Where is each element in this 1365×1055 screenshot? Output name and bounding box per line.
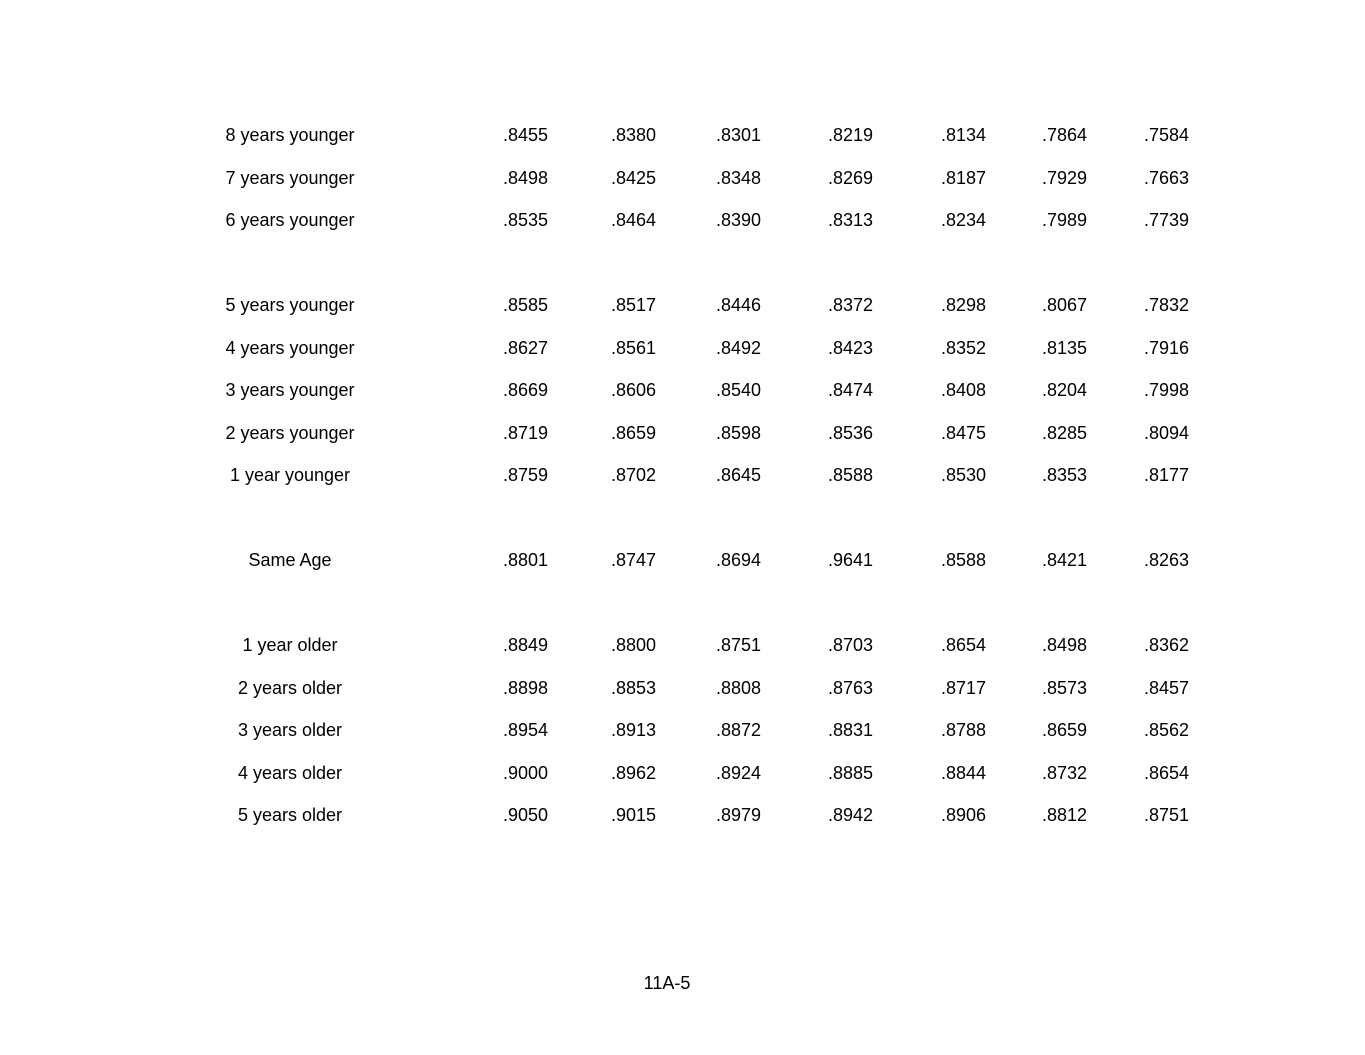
- table-cell: .8669: [502, 380, 548, 400]
- table-cell: .8588: [827, 465, 873, 485]
- table-cell: .8562: [1143, 720, 1189, 740]
- table-cell: .7739: [1143, 210, 1189, 230]
- row-label: 1 year older: [242, 635, 338, 655]
- table-cell: .8380: [610, 125, 656, 145]
- table-cell: .8788: [940, 720, 986, 740]
- table-cell: .8425: [610, 168, 656, 188]
- table-cell: .8134: [940, 125, 986, 145]
- table-cell: .8654: [1143, 763, 1189, 783]
- table-cell: .8844: [940, 763, 986, 783]
- table-row: [0, 463, 1365, 487]
- row-label: 4 years older: [237, 763, 343, 783]
- table-cell: .8353: [1041, 465, 1087, 485]
- row-label: 8 years younger: [225, 125, 355, 145]
- table-cell: .9641: [827, 550, 873, 570]
- table-cell: .8872: [715, 720, 761, 740]
- table-cell: .8885: [827, 763, 873, 783]
- table-cell: .8759: [502, 465, 548, 485]
- table-cell: .9000: [502, 763, 548, 783]
- row-label: 6 years younger: [225, 210, 355, 230]
- table-cell: .8703: [827, 635, 873, 655]
- table-cell: .8801: [502, 550, 548, 570]
- row-label: 3 years younger: [225, 380, 355, 400]
- table-row: [0, 208, 1365, 232]
- table-cell: .8962: [610, 763, 656, 783]
- table-cell: .8694: [715, 550, 761, 570]
- table-cell: .7584: [1143, 125, 1189, 145]
- table-cell: .8408: [940, 380, 986, 400]
- table-cell: .8535: [502, 210, 548, 230]
- table-cell: .8390: [715, 210, 761, 230]
- row-label: 2 years older: [237, 678, 343, 698]
- table-cell: .8598: [715, 423, 761, 443]
- table-cell: .8751: [715, 635, 761, 655]
- table-cell: .8475: [940, 423, 986, 443]
- table-cell: .8234: [940, 210, 986, 230]
- table-cell: .8898: [502, 678, 548, 698]
- table-cell: .8573: [1041, 678, 1087, 698]
- table-row: [0, 676, 1365, 700]
- table-cell: .8812: [1041, 805, 1087, 825]
- table-cell: .7916: [1143, 338, 1189, 358]
- table-row: [0, 166, 1365, 190]
- table-cell: .8269: [827, 168, 873, 188]
- table-cell: .8585: [502, 295, 548, 315]
- table-cell: .8530: [940, 465, 986, 485]
- table-cell: .8187: [940, 168, 986, 188]
- table-cell: .9050: [502, 805, 548, 825]
- table-cell: .8540: [715, 380, 761, 400]
- row-label: 7 years younger: [225, 168, 355, 188]
- table-cell: .8751: [1143, 805, 1189, 825]
- table-cell: .8763: [827, 678, 873, 698]
- table-cell: .8536: [827, 423, 873, 443]
- table-cell: .8455: [502, 125, 548, 145]
- table-cell: .8177: [1143, 465, 1189, 485]
- table-cell: .8423: [827, 338, 873, 358]
- table-cell: .8219: [827, 125, 873, 145]
- table-cell: .8263: [1143, 550, 1189, 570]
- table-cell: .8492: [715, 338, 761, 358]
- table-cell: .8067: [1041, 295, 1087, 315]
- table-cell: .8606: [610, 380, 656, 400]
- table-cell: .8942: [827, 805, 873, 825]
- table-cell: .8627: [502, 338, 548, 358]
- row-label: 1 year younger: [229, 465, 351, 485]
- table-cell: .7663: [1143, 168, 1189, 188]
- table-cell: .8719: [502, 423, 548, 443]
- table-cell: .8924: [715, 763, 761, 783]
- table-cell: .8298: [940, 295, 986, 315]
- table-cell: .8654: [940, 635, 986, 655]
- table-cell: .8747: [610, 550, 656, 570]
- table-cell: .8979: [715, 805, 761, 825]
- table-cell: .7832: [1143, 295, 1189, 315]
- table-cell: .8561: [610, 338, 656, 358]
- table-row: [0, 336, 1365, 360]
- table-cell: .8135: [1041, 338, 1087, 358]
- table-cell: .9015: [610, 805, 656, 825]
- table-cell: .8800: [610, 635, 656, 655]
- table-row: [0, 421, 1365, 445]
- table-cell: .8352: [940, 338, 986, 358]
- row-label: 5 years older: [237, 805, 343, 825]
- row-label: 5 years younger: [225, 295, 355, 315]
- table-cell: .8906: [940, 805, 986, 825]
- table-cell: .7989: [1041, 210, 1087, 230]
- table-cell: .8913: [610, 720, 656, 740]
- table-cell: .8659: [610, 423, 656, 443]
- row-label: 4 years younger: [225, 338, 355, 358]
- table-cell: .8421: [1041, 550, 1087, 570]
- table-cell: .8446: [715, 295, 761, 315]
- row-label: 3 years older: [237, 720, 343, 740]
- table-row: [0, 803, 1365, 827]
- table-cell: .8457: [1143, 678, 1189, 698]
- table-cell: .8645: [715, 465, 761, 485]
- table-cell: .8313: [827, 210, 873, 230]
- table-row: [0, 378, 1365, 402]
- table-cell: .8853: [610, 678, 656, 698]
- table-cell: .8954: [502, 720, 548, 740]
- table-row: [0, 123, 1365, 147]
- table-cell: .8659: [1041, 720, 1087, 740]
- table-cell: .8464: [610, 210, 656, 230]
- table-row: [0, 718, 1365, 742]
- table-cell: .7998: [1143, 380, 1189, 400]
- table-cell: .8362: [1143, 635, 1189, 655]
- table-cell: .8372: [827, 295, 873, 315]
- table-row: [0, 548, 1365, 572]
- table-cell: .8498: [502, 168, 548, 188]
- table-row: [0, 761, 1365, 785]
- table-cell: .8717: [940, 678, 986, 698]
- page-number: 11A-5: [643, 973, 691, 993]
- table-cell: .7929: [1041, 168, 1087, 188]
- table-cell: .8285: [1041, 423, 1087, 443]
- table-cell: .8094: [1143, 423, 1189, 443]
- table-cell: .8348: [715, 168, 761, 188]
- table-cell: .8849: [502, 635, 548, 655]
- table-cell: .8498: [1041, 635, 1087, 655]
- row-label: 2 years younger: [225, 423, 355, 443]
- row-label: Same Age: [248, 550, 332, 570]
- table-cell: .8808: [715, 678, 761, 698]
- table-cell: .8588: [940, 550, 986, 570]
- table-cell: .8517: [610, 295, 656, 315]
- table-row: [0, 633, 1365, 657]
- table-row: [0, 293, 1365, 317]
- table-cell: .8702: [610, 465, 656, 485]
- table-cell: .8831: [827, 720, 873, 740]
- table-cell: .8204: [1041, 380, 1087, 400]
- table-cell: .8301: [715, 125, 761, 145]
- table-cell: .7864: [1041, 125, 1087, 145]
- table-cell: .8732: [1041, 763, 1087, 783]
- table-cell: .8474: [827, 380, 873, 400]
